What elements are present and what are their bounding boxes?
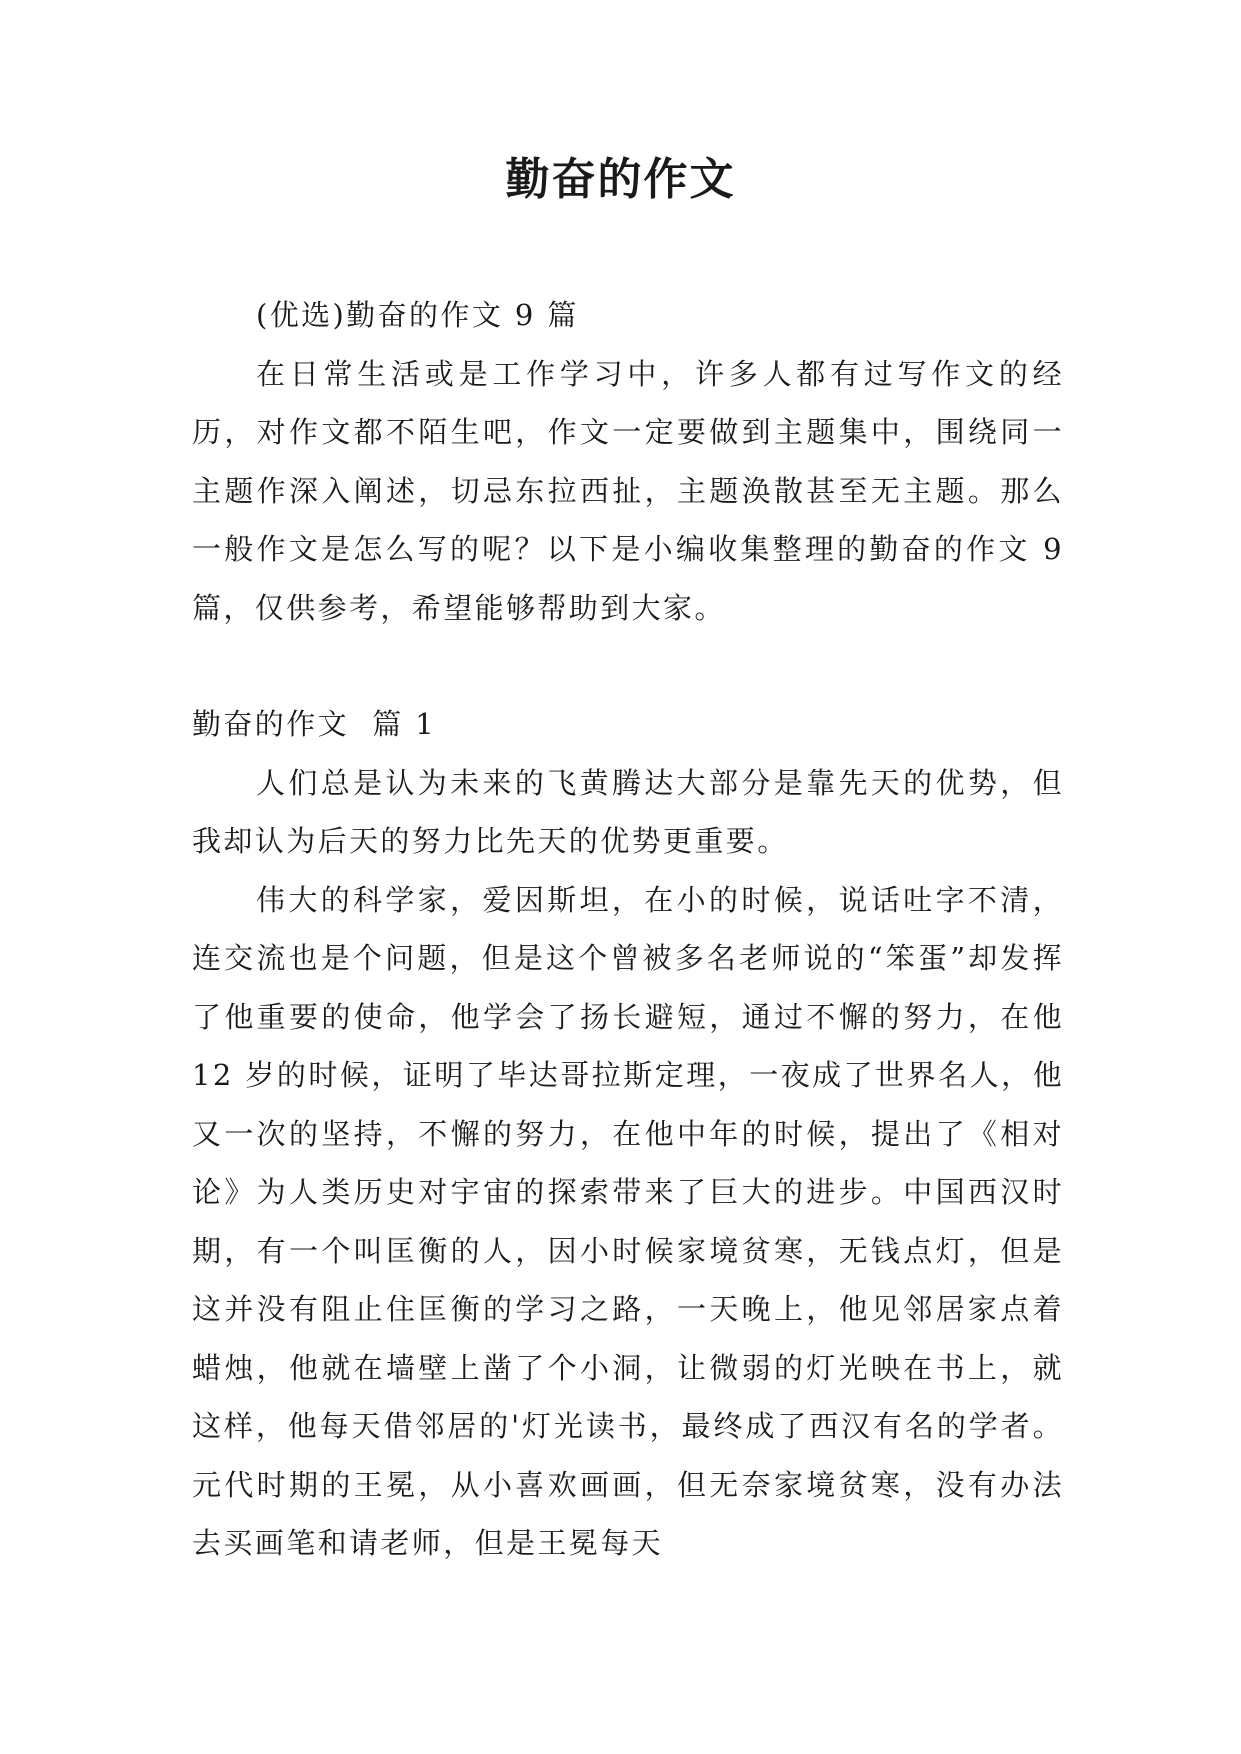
intro-paragraph: 在日常生活或是工作学习中，许多人都有过写作文的经历，对作文都不陌生吧，作文一定要做到主题集中，围绕同一主题作深入阐述，切忌东拉西扯，主题涣散甚至无主题。那么一般作文是怎么写的呢？以下是小编收集整理的勤奋的作文 9 篇，仅供参考，希望能够帮助到大家。 bbox=[192, 356, 1064, 625]
section-paragraph-2: 伟大的科学家，爱因斯坦，在小的时候，说话吐字不清，连交流也是个问题，但是这个曾被多名老师说的“笨蛋”却发挥了他重要的使命，他学会了扬长避短，通过不懈的努力，在他 12 岁的时候，证明了毕达哥拉斯定理，一夜成了世界名人，他又一次的坚持，不懈的努力，在他中年的时候，提出了《相对论》为人类历史对宇宙的探索带来了巨大的进步。中国西汉时期，有一个叫匡衡的人，因小时候家境贫寒，无钱点灯，但是这并没有阻止住匡衡的学习之路，一天晚上，他见邻居家点着蜡烛，他就在墙壁上凿了个小洞，让微弱的灯光映在书上，就这样，他每天借邻居的'灯光读书，最终成了西汉有名的学者。元代时期的王冕，从小喜欢画画，但无奈家境贫寒，没有办法去买画笔和请老师，但是王冕每天 bbox=[192, 882, 1064, 1560]
document-title: 勤奋的作文 bbox=[505, 154, 736, 205]
section-spacer bbox=[192, 637, 1064, 695]
section-heading: 勤奋的作文 篇 1 bbox=[192, 707, 437, 741]
section-paragraph-1: 人们总是认为未来的飞黄腾达大部分是靠先天的优势，但我却认为后天的努力比先天的优势更重要。 bbox=[192, 765, 1064, 858]
document-subtitle: (优选)勤奋的作文 9 篇 bbox=[256, 298, 579, 332]
document-body bbox=[192, 286, 1064, 1573]
